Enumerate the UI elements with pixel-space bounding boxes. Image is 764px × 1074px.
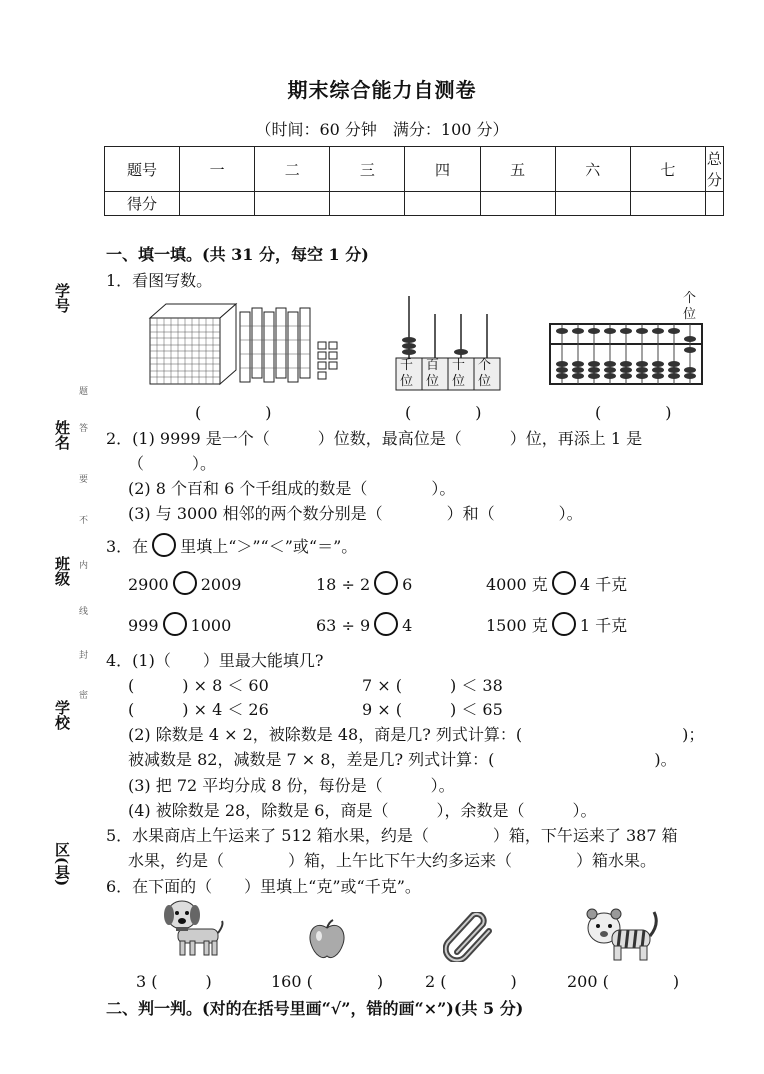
question-3-suffix: 里填上“＞”“＜”或“＝”。: [180, 537, 358, 556]
question-4-part-3: (3) 把 72 平均分成 8 份，每份是（ ）。: [128, 776, 455, 795]
compare-item: [486, 571, 627, 595]
compare-right: 1000: [190, 616, 232, 635]
dog-icon: [160, 895, 226, 959]
score-cell: 总分: [705, 147, 723, 192]
score-table: [104, 146, 724, 216]
ones-cubes-icon: [318, 342, 337, 379]
sidebar-label-school: 学校: [53, 700, 71, 730]
score-input-cell[interactable]: [705, 192, 723, 216]
paper-clip-icon: [443, 912, 495, 962]
compare-circle-input[interactable]: [173, 571, 197, 595]
compare-circle-input[interactable]: [552, 612, 576, 636]
compare-item: [486, 612, 627, 636]
score-table-score-row: [105, 192, 724, 216]
question-2-part-3: (3) 与 3000 相邻的两个数分别是（ ）和（ ）。: [128, 504, 583, 523]
question-3-prefix: 3．在: [106, 537, 149, 556]
weight-blank[interactable]: 2 ( ): [425, 972, 517, 991]
compare-circle-input[interactable]: [163, 612, 187, 636]
score-input-cell[interactable]: [330, 192, 405, 216]
inequality-item[interactable]: 7 × ( ) ＜ 38: [362, 676, 503, 695]
question-4-part-4: (4) 被除数是 28，除数是 6，商是（ ），余数是（ ）。: [128, 801, 597, 820]
abacus-label-ones-top: 个位: [683, 291, 697, 322]
cut-mark: 密: [77, 690, 87, 699]
abacus-label-tens: 十位: [452, 358, 466, 389]
abacus-label-hundreds: 百位: [426, 358, 440, 389]
compare-left: 2900: [128, 575, 169, 594]
score-cell: 七: [630, 147, 705, 192]
cut-mark: 不: [77, 515, 87, 524]
question-2-part-1-cont: （ ）。: [128, 454, 217, 473]
score-cell: 一: [180, 147, 255, 192]
weight-blank[interactable]: 3 ( ): [136, 972, 212, 991]
score-cell: 六: [555, 147, 630, 192]
score-cell: 五: [480, 147, 555, 192]
exam-info: （时间：60 分钟 满分：100 分）: [255, 120, 509, 139]
compare-right: 2009: [200, 575, 242, 594]
score-cell: 得分: [105, 192, 180, 216]
compare-left: 18 ÷ 2: [316, 575, 371, 594]
cut-mark: 答: [77, 423, 87, 432]
compare-left: 999: [128, 616, 159, 635]
question-5: 5．水果商店上午运来了 512 箱水果，约是（ ）箱，下午运来了 387 箱: [106, 826, 678, 845]
sidebar-label-student-id: 学号: [53, 283, 71, 313]
question-6: 6．在下面的（ ）里填上“克”或“千克”。: [106, 877, 421, 896]
section-2-heading: 二、判一判。(对的在括号里画“√”，错的画“×”)(共 5 分): [106, 999, 524, 1018]
compare-left: 63 ÷ 9: [316, 616, 371, 635]
sidebar-label-class: 班级: [53, 556, 71, 586]
score-input-cell[interactable]: [555, 192, 630, 216]
score-input-cell[interactable]: [480, 192, 555, 216]
answer-blank[interactable]: ( ): [405, 403, 482, 422]
question-4-part-2: (2) 除数是 4 × 2，被除数是 48，商是几? 列式计算：( )；: [128, 725, 705, 744]
tiger-icon: [584, 904, 660, 962]
answer-blank[interactable]: ( ): [595, 403, 672, 422]
compare-right: 4: [402, 616, 413, 635]
question-4-part-2b: 被减数是 82，减数是 7 × 8，差是几? 列式计算：( )。: [128, 750, 677, 769]
question-2-part-1: 2．(1) 9999 是一个（ ）位数，最高位是（ ）位，再添上 1 是: [106, 429, 643, 448]
inequality-item[interactable]: 9 × ( ) ＜ 65: [362, 700, 503, 719]
compare-item: [316, 571, 412, 595]
compare-item: [128, 612, 231, 636]
score-input-cell[interactable]: [180, 192, 255, 216]
weight-blank[interactable]: 200 ( ): [567, 972, 680, 991]
compare-circle-icon: [152, 533, 176, 557]
answer-blank[interactable]: ( ): [195, 403, 272, 422]
compare-right: 6: [402, 575, 413, 594]
score-input-cell[interactable]: [405, 192, 480, 216]
inequality-item[interactable]: ( ) × 8 ＜ 60: [128, 676, 269, 695]
score-cell: 四: [405, 147, 480, 192]
section-1-heading: 一、填一填。(共 31 分，每空 1 分): [106, 245, 369, 264]
score-cell: 三: [330, 147, 405, 192]
compare-circle-input[interactable]: [374, 571, 398, 595]
compare-left: 4000 克: [486, 575, 548, 594]
compare-circle-input[interactable]: [552, 571, 576, 595]
cut-mark: 内: [77, 560, 87, 569]
compare-item: [316, 612, 412, 636]
abacus-label-ones: 个位: [478, 358, 492, 389]
inequality-item[interactable]: ( ) × 4 ＜ 26: [128, 700, 269, 719]
cut-mark: 线: [77, 606, 87, 615]
cut-mark: 要: [77, 474, 87, 483]
place-value-blocks-figure: [148, 296, 348, 386]
weight-blank[interactable]: 160 ( ): [271, 972, 384, 991]
sidebar-label-district: 区(县): [53, 842, 71, 887]
hundred-flats-icon: [240, 308, 310, 382]
apple-icon: [307, 918, 347, 960]
score-table-header-row: [105, 147, 724, 192]
thousand-cube-icon: [150, 304, 236, 384]
question-3: [106, 533, 357, 557]
compare-left: 1500 克: [486, 616, 548, 635]
score-input-cell[interactable]: [630, 192, 705, 216]
question-1: 1．看图写数。: [106, 271, 213, 290]
compare-right: 4 千克: [579, 575, 628, 594]
bead-abacus-figure: [548, 322, 704, 386]
sidebar-label-name: 姓名: [53, 420, 71, 450]
score-cell: 题号: [105, 147, 180, 192]
page-title: 期末综合能力自测卷: [287, 78, 477, 102]
question-2-part-2: (2) 8 个百和 6 个千组成的数是（ ）。: [128, 479, 456, 498]
compare-circle-input[interactable]: [374, 612, 398, 636]
score-cell: 二: [255, 147, 330, 192]
score-input-cell[interactable]: [255, 192, 330, 216]
cut-mark: 题: [77, 386, 87, 395]
question-5-cont: 水果，约是（ ）箱，上午比下午大约多运来（ ）箱水果。: [128, 851, 657, 870]
abacus-label-thousands: 千位: [400, 358, 414, 389]
cut-mark: 封: [77, 650, 87, 659]
compare-item: [128, 571, 241, 595]
compare-right: 1 千克: [579, 616, 628, 635]
question-4-part-1: 4．(1)（ ）里最大能填几?: [106, 651, 324, 670]
